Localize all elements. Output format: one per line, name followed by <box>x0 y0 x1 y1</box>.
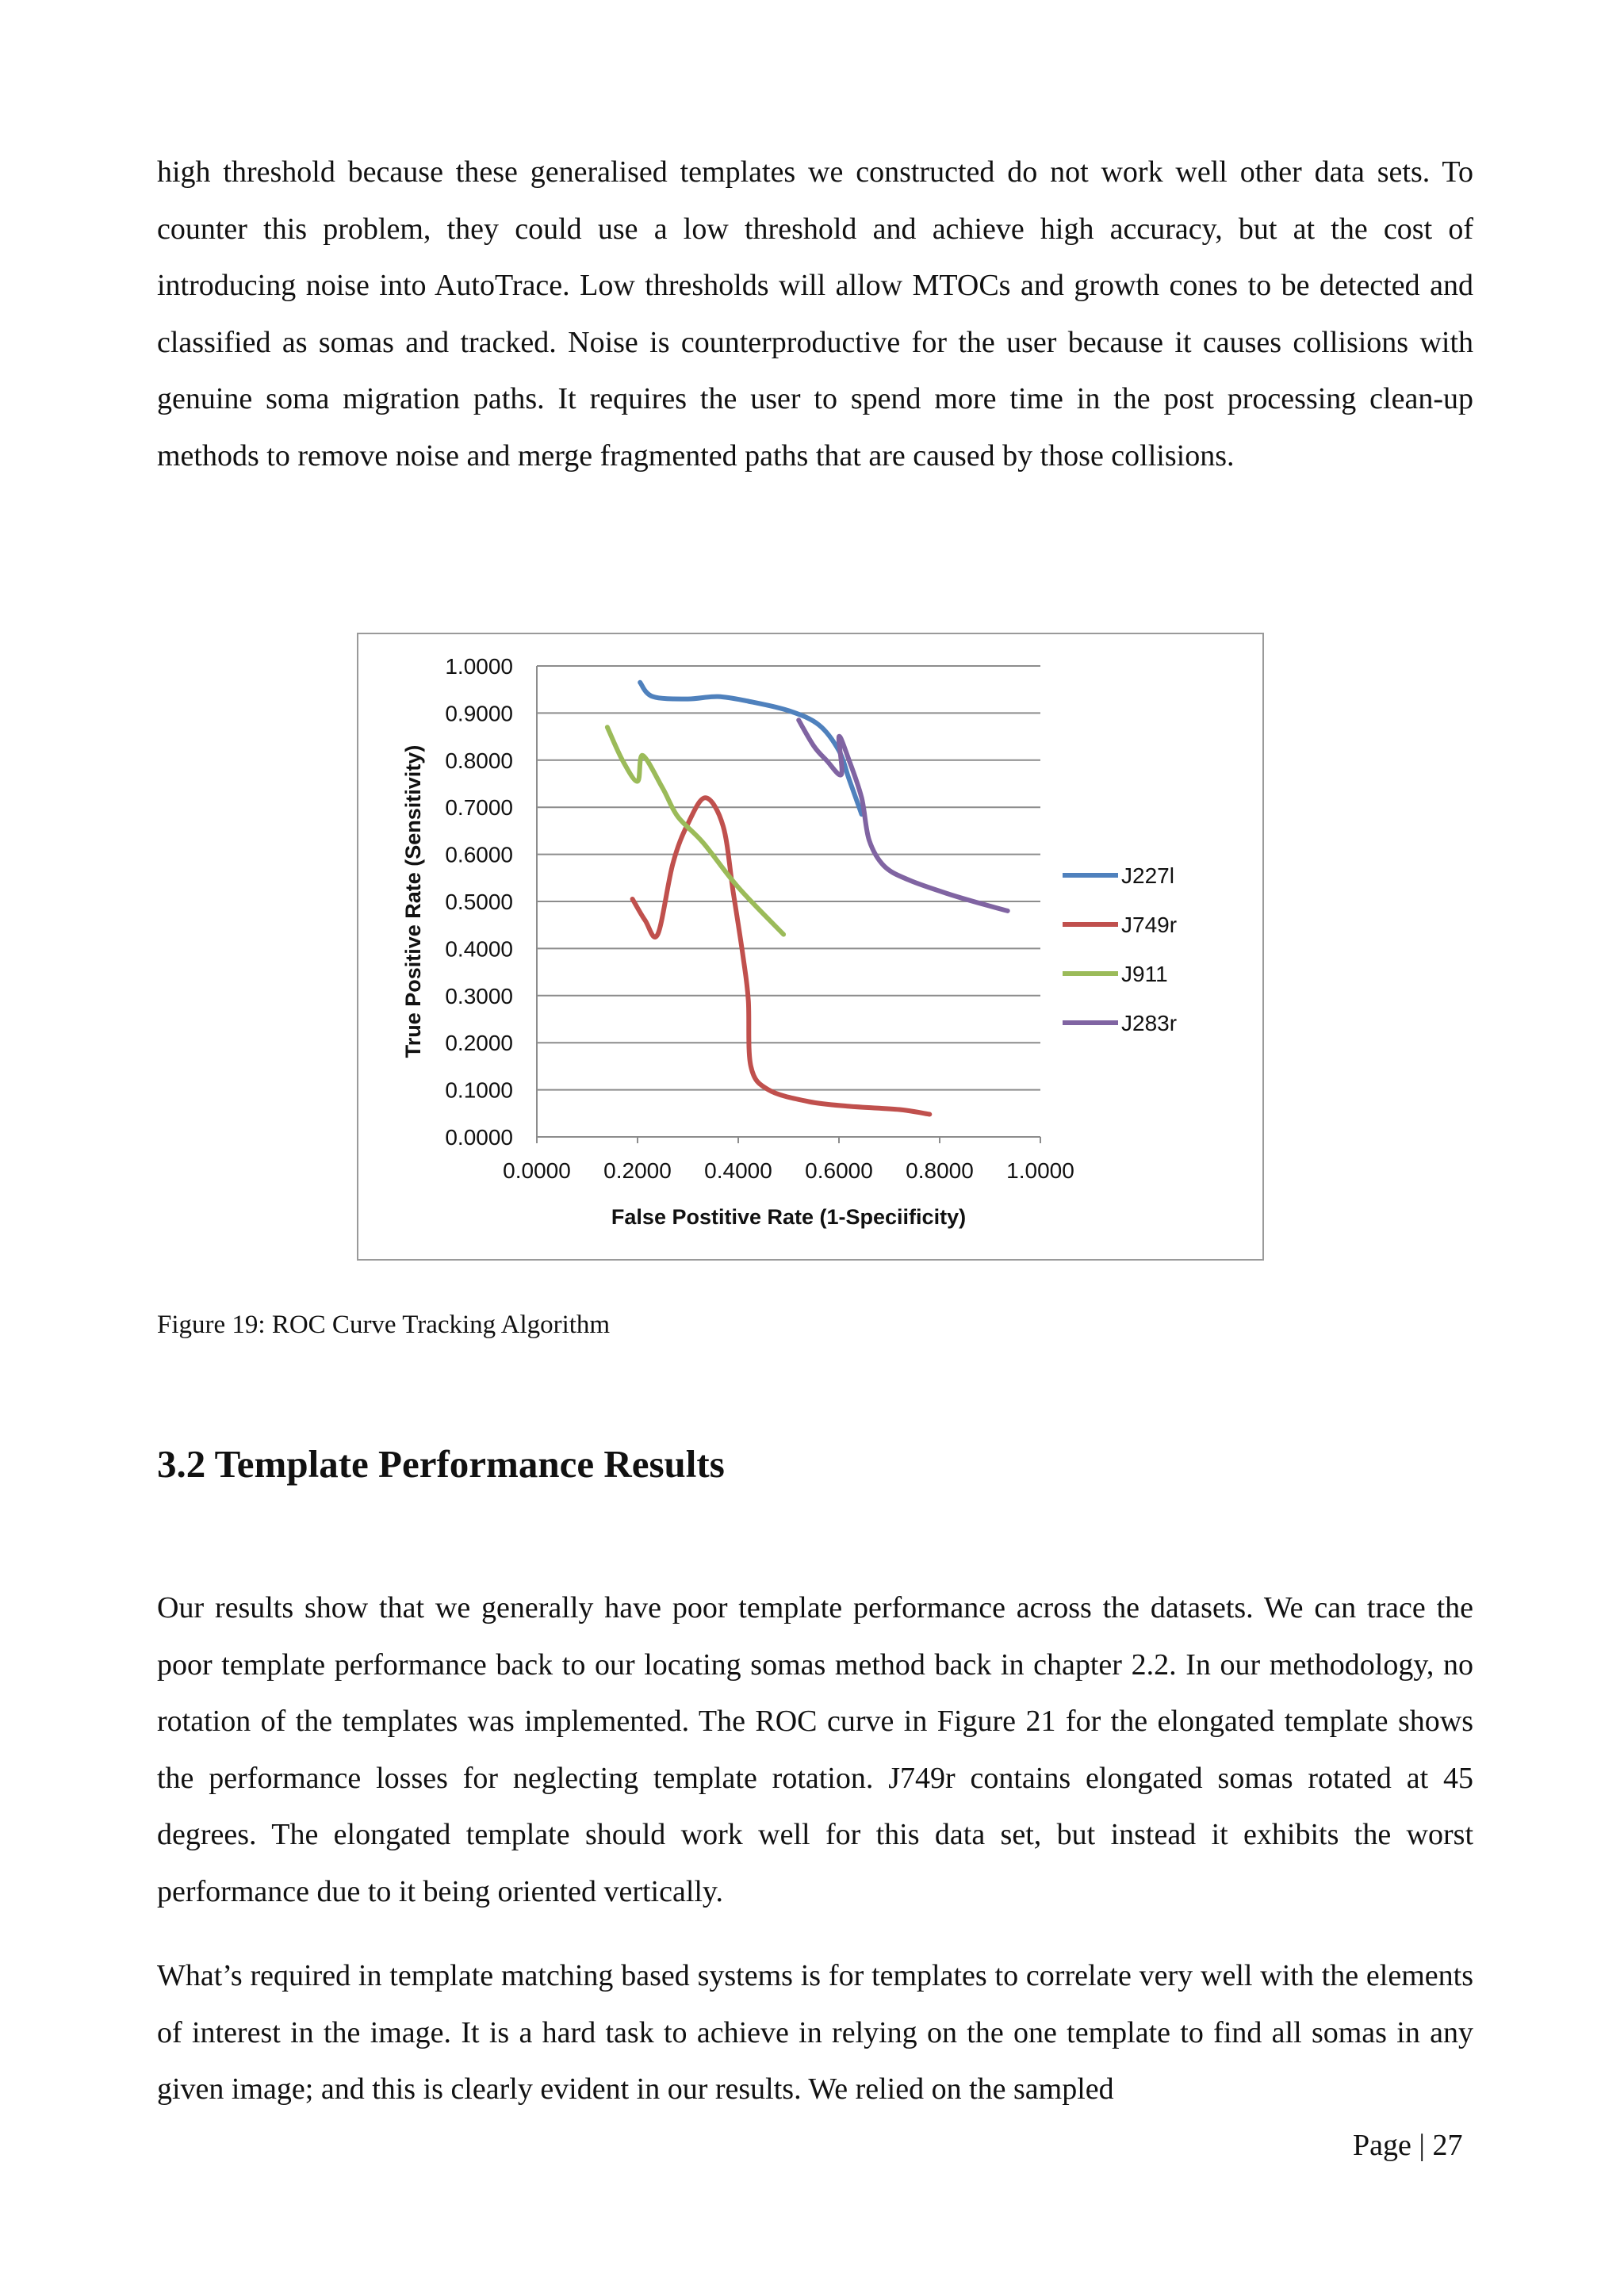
body-paragraph-2: Our results show that we generally have poor template performance across the datasets. We can trace the poor template performance back to our locating somas method back in chapter 2.2. In our methodology, no rotation of the templates was implemented. The ROC curve in Figure 21 for the elongated template shows the performance losses for neglecting template rotation. J749r contains elongated somas rotated at 45 degrees. The elongated template should work well for this data set, but instead it exhibits the worst performance due to it being oriented vertically. <box>157 1591 1473 1908</box>
x-axis-title: False Postitive Rate (1-Speciificity) <box>611 1205 967 1229</box>
y-tick-label: 0.8000 <box>445 748 513 773</box>
section-heading: 3.2 Template Performance Results <box>157 1442 725 1486</box>
series-line-j227l <box>640 683 861 814</box>
roc-chart-svg <box>358 634 1262 1259</box>
y-tick-label: 0.2000 <box>445 1031 513 1056</box>
y-tick-label: 0.1000 <box>445 1077 513 1103</box>
legend-label-j911: J911 <box>1121 962 1168 986</box>
figure-caption: Figure 19: ROC Curve Tracking Algorithm <box>157 1311 611 1339</box>
x-tick-label: 0.0000 <box>503 1158 571 1183</box>
x-tick-label: 0.2000 <box>603 1158 672 1183</box>
y-tick-label: 0.5000 <box>445 890 513 914</box>
series-line-j749r <box>633 798 930 1114</box>
y-tick-label: 0.6000 <box>445 842 513 867</box>
y-tick-label: 0.0000 <box>445 1125 513 1150</box>
x-tick-label: 0.6000 <box>805 1158 873 1183</box>
series-line-j283r <box>799 720 1007 911</box>
x-tick-label: 1.0000 <box>1006 1158 1074 1183</box>
y-tick-label: 0.3000 <box>445 983 513 1008</box>
x-tick-label: 0.8000 <box>906 1158 974 1183</box>
y-tick-label: 0.4000 <box>445 936 513 962</box>
y-axis-title: True Positive Rate (Sensitivity) <box>401 744 425 1058</box>
x-tick-label: 0.4000 <box>704 1158 772 1183</box>
page-number: Page | 27 <box>1353 2129 1463 2162</box>
legend-label-j749r: J749r <box>1121 913 1178 937</box>
y-tick-label: 1.0000 <box>445 654 513 679</box>
legend-label-j283r: J283r <box>1121 1011 1178 1035</box>
body-paragraph-3: What’s required in template matching based systems is for templates to correlate very well with the elements of interest in the image. It is a hard task to achieve in relying on the one template to find all somas in any given image; and this is clearly evident in our results. We relied on the sampled <box>157 1959 1473 2106</box>
y-tick-label: 0.7000 <box>445 795 513 821</box>
roc-chart <box>357 633 1264 1261</box>
legend-label-j227l: J227l <box>1121 863 1174 888</box>
y-tick-label: 0.9000 <box>445 701 513 726</box>
body-paragraph-1: high threshold because these generalised templates we constructed do not work well other data sets. To counter this problem, they could use a low threshold and achieve high accuracy, but at the cost of introducing noise into AutoTrace. Low thresholds will allow MTOCs and growth cones to be detected and classified as somas and tracked. Noise is counterproductive for the user because it causes collisions with genuine soma migration paths. It requires the user to spend more time in the post processing clean-up methods to remove noise and merge fragmented paths that are caused by those collisions. <box>157 155 1473 473</box>
